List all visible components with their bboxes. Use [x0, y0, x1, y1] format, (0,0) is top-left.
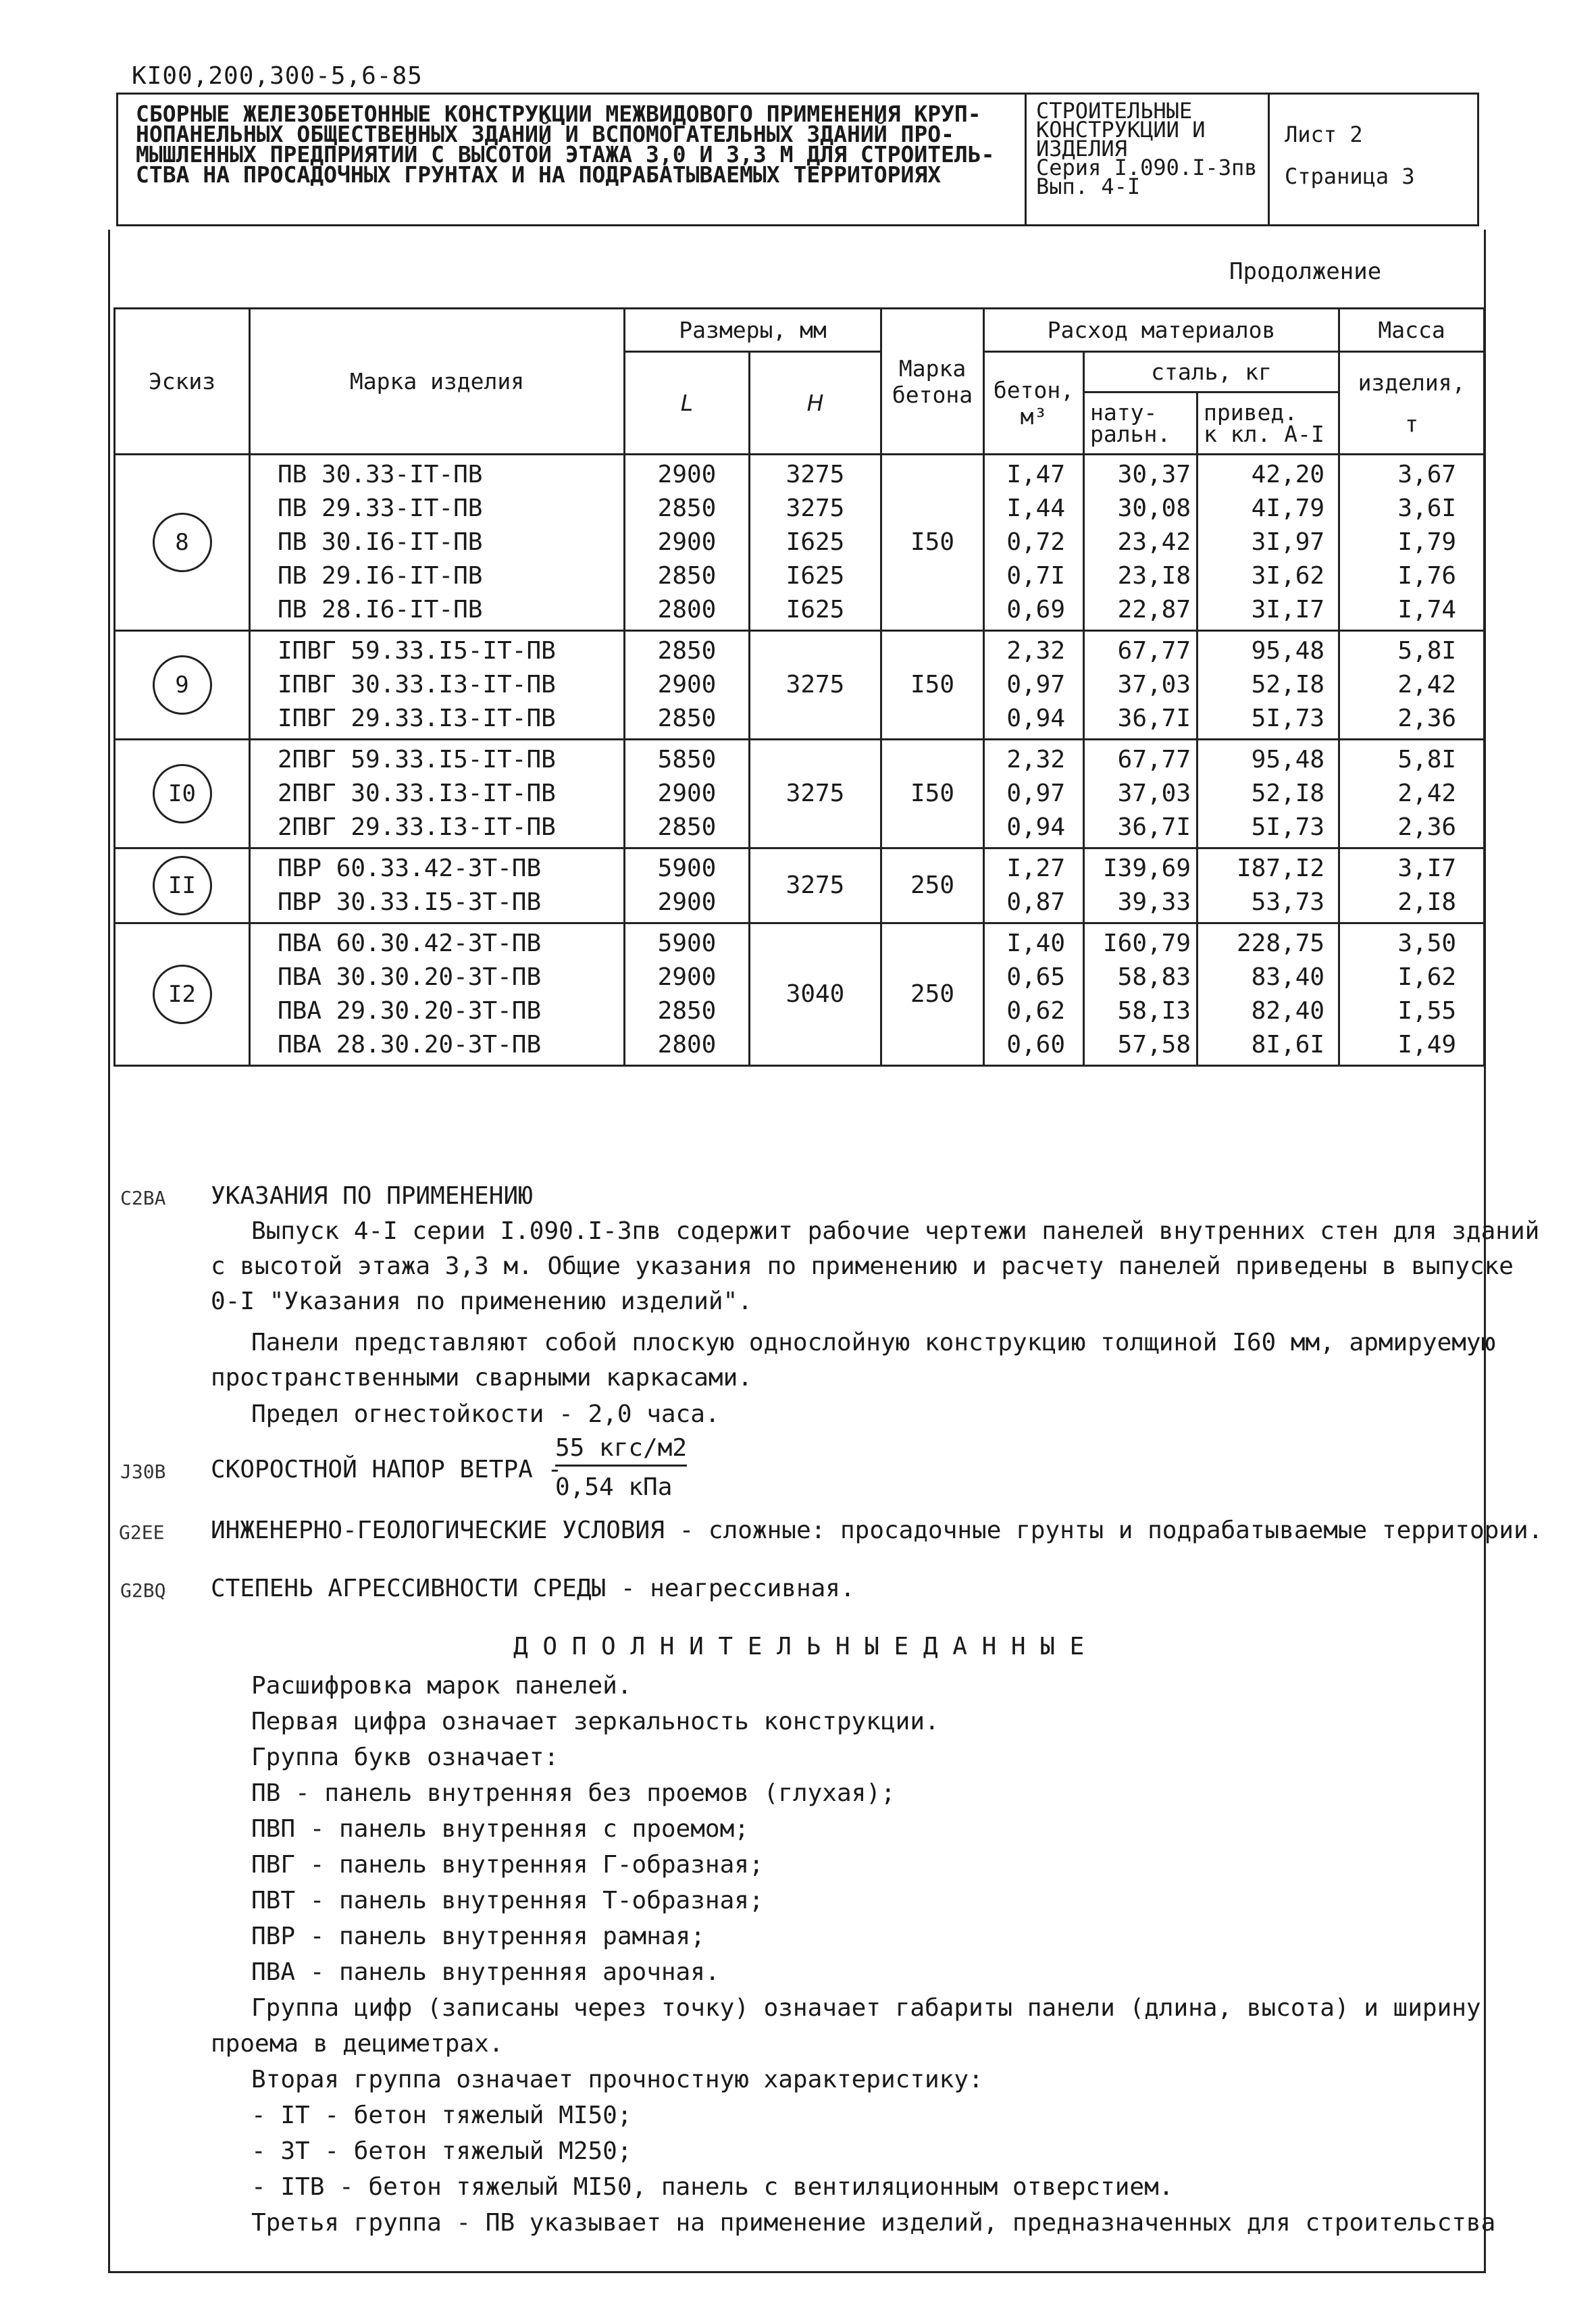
additional-line: - IT - бетон тяжелый МI50; [251, 2102, 632, 2129]
length-cell [625, 455, 750, 631]
products-table [113, 307, 1485, 1067]
mass-value: 3,67 [1397, 461, 1457, 488]
steel-natural-value: 30,08 [1117, 494, 1191, 522]
height-value: 3040 [786, 980, 845, 1008]
height-value: 3275 [786, 671, 845, 698]
steel-natural-value: 30,37 [1117, 461, 1191, 488]
length-value: 2850 [657, 705, 717, 732]
title-block [116, 93, 1479, 226]
margin-code: J30B [120, 1460, 166, 1483]
length-value: 2850 [657, 997, 717, 1025]
margin-code: C2BA [120, 1187, 166, 1209]
grade-cell [881, 848, 984, 923]
sketch-number: II [153, 856, 212, 915]
mass-value: I,49 [1397, 1031, 1457, 1059]
paragraph-line: пространственными сварными каркасами. [211, 1364, 752, 1392]
mark-value: ПВА 30.30.20-3T-ПВ [278, 963, 542, 991]
concrete-value: I,44 [1006, 494, 1066, 522]
additional-heading: Д О П О Л Н И Т Е Л Ь Н Ы Е Д А Н Н Ы Е [513, 1633, 1085, 1660]
additional-line: Третья группа - ПВ указывает на применение изделий, предназначенных для строительства [251, 2209, 1496, 2237]
concrete-value: I,47 [1006, 461, 1066, 488]
concrete-value: 0,65 [1006, 963, 1066, 991]
mass-value: 3,I7 [1397, 855, 1457, 882]
steel-natural-cell [1084, 740, 1198, 848]
length-value: 2900 [657, 888, 717, 916]
height-cell [750, 631, 881, 740]
steel-natural-value: I39,69 [1102, 855, 1191, 882]
col-sizes: Размеры, мм [625, 309, 881, 352]
table-group-row [115, 631, 1485, 740]
page-number: Страница 3 [1285, 163, 1415, 189]
steel-reduced-value: 228,75 [1237, 930, 1325, 957]
height-value: I625 [786, 562, 845, 590]
concrete-value: 0,69 [1006, 596, 1066, 624]
length-value: 2800 [657, 1031, 717, 1059]
length-value: 2900 [657, 528, 717, 556]
mass-cell [1339, 848, 1485, 923]
mass-cell [1339, 923, 1485, 1066]
sketch-number: I2 [153, 965, 212, 1024]
length-value: 5900 [657, 855, 717, 882]
steel-reduced-value: 42,20 [1251, 461, 1325, 488]
grade-cell [881, 455, 984, 631]
length-value: 2850 [657, 562, 717, 590]
margin-code: G2EE [119, 1521, 165, 1544]
steel-reduced-cell [1198, 923, 1339, 1066]
steel-natural-value: 39,33 [1117, 888, 1191, 916]
steel-natural-value: I60,79 [1102, 930, 1191, 957]
wind-label: СКОРОСТНОЙ НАПОР ВЕТРА - [211, 1456, 563, 1483]
mark-value: ПВА 60.30.42-3T-ПВ [278, 930, 542, 957]
mass-cell [1339, 631, 1485, 740]
mark-value: IПВГ 59.33.I5-IT-ПВ [278, 637, 556, 665]
concrete-value: 0,62 [1006, 997, 1066, 1025]
steel-reduced-value: 83,40 [1251, 963, 1325, 991]
length-value: 2900 [657, 963, 717, 991]
steel-natural-value: 67,77 [1117, 637, 1191, 665]
steel-reduced-cell [1198, 455, 1339, 631]
steel-reduced-value: 3I,62 [1251, 562, 1325, 590]
length-value: 2900 [657, 780, 717, 807]
mark-cell [250, 923, 625, 1066]
length-value: 5900 [657, 930, 717, 957]
concrete-value: 0,87 [1006, 888, 1066, 916]
steel-natural-value: 23,I8 [1117, 562, 1191, 590]
col-natural: нату- ральн. [1084, 392, 1198, 455]
table-group-row [115, 923, 1485, 1066]
concrete-cell [984, 455, 1084, 631]
mass-value: I,74 [1397, 596, 1457, 624]
title-line: СТВА НА ПРОСАДОЧНЫХ ГРУНТАХ И НА ПОДРАБАТЫВАЕМЫХ ТЕРРИТОРИЯХ [136, 161, 942, 188]
steel-natural-cell [1084, 923, 1198, 1066]
length-value: 2850 [657, 637, 717, 665]
concrete-value: I,40 [1006, 930, 1066, 957]
steel-reduced-value: I87,I2 [1237, 855, 1325, 882]
title-line: СБОРНЫЕ ЖЕЛЕЗОБЕТОННЫЕ КОНСТРУКЦИИ МЕЖВИДОВОГО ПРИМЕНЕНИЯ КРУП- [136, 101, 981, 127]
additional-line: Первая цифра означает зеркальность конструкции. [251, 1708, 939, 1735]
steel-natural-value: 58,I3 [1117, 997, 1191, 1025]
mass-value: 2,36 [1397, 705, 1457, 732]
steel-reduced-value: 53,73 [1251, 888, 1325, 916]
steel-reduced-value: 3I,97 [1251, 528, 1325, 556]
height-value: 3275 [786, 780, 845, 807]
additional-line: ПВА - панель внутренняя арочная. [251, 1958, 720, 1986]
mass-value: I,76 [1397, 562, 1457, 590]
additional-line: Группа букв означает: [251, 1744, 559, 1771]
mark-value: ПВ 30.33-IT-ПВ [278, 461, 483, 488]
continuation-label: Продолжение [1229, 258, 1382, 285]
concrete-value: 2,32 [1006, 746, 1066, 773]
steel-reduced-value: 8I,6I [1251, 1031, 1325, 1059]
concrete-value: 0,7I [1006, 562, 1066, 590]
col-concrete: бетон, м³ [984, 352, 1084, 455]
steel-reduced-value: 82,40 [1251, 997, 1325, 1025]
steel-reduced-value: 52,I8 [1251, 780, 1325, 807]
height-value: 3275 [786, 494, 845, 522]
mass-cell [1339, 455, 1485, 631]
steel-reduced-value: 4I,79 [1251, 494, 1325, 522]
steel-reduced-value: 95,48 [1251, 637, 1325, 665]
grade-cell [881, 740, 984, 848]
instructions-heading: УКАЗАНИЯ ПО ПРИМЕНЕНИЮ [211, 1182, 533, 1210]
concrete-grade: 250 [910, 871, 955, 899]
category-line: КОНСТРУКЦИИ И [1036, 117, 1206, 143]
additional-line: ПВ - панель внутренняя без проемов (глухая); [251, 1779, 896, 1807]
wind-kpa: 0,54 кПа [555, 1473, 673, 1501]
title-line: МЫШЛЕННЫХ ПРЕДПРИЯТИЙ С ВЫСОТОЙ ЭТАЖА 3,0 И 3,3 М ДЛЯ СТРОИТЕЛЬ- [136, 141, 995, 168]
steel-natural-value: 36,7I [1117, 705, 1191, 732]
mass-value: 2,36 [1397, 813, 1457, 841]
concrete-cell [984, 740, 1084, 848]
mass-value: 2,I8 [1397, 888, 1457, 916]
sheet-cell [1270, 95, 1481, 224]
sketch-cell [115, 740, 250, 848]
steel-reduced-cell [1198, 848, 1339, 923]
mark-value: ПВА 29.30.20-3T-ПВ [278, 997, 542, 1025]
sketch-cell [115, 455, 250, 631]
steel-natural-value: 36,7I [1117, 813, 1191, 841]
mass-value: I,55 [1397, 997, 1457, 1025]
steel-natural-cell [1084, 631, 1198, 740]
col-H: H [750, 352, 881, 455]
sketch-number: I0 [153, 764, 212, 823]
steel-natural-value: 23,42 [1117, 528, 1191, 556]
steel-natural-value: 37,03 [1117, 671, 1191, 698]
mark-cell [250, 848, 625, 923]
additional-line: - ITВ - бетон тяжелый МI50, панель с вентиляционным отверстием. [251, 2173, 1174, 2201]
steel-natural-value: 57,58 [1117, 1031, 1191, 1059]
concrete-cell [984, 848, 1084, 923]
col-steel: сталь, кг [1084, 352, 1339, 392]
additional-line: ПВР - панель внутренняя рамная; [251, 1923, 705, 1950]
length-value: 5850 [657, 746, 717, 773]
steel-reduced-value: 3I,I7 [1251, 596, 1325, 624]
concrete-cell [984, 631, 1084, 740]
mass-value: 5,8I [1397, 746, 1457, 773]
height-cell [750, 848, 881, 923]
steel-reduced-value: 95,48 [1251, 746, 1325, 773]
mass-value: 2,42 [1397, 671, 1457, 698]
steel-reduced-value: 5I,73 [1251, 813, 1325, 841]
mass-value: I,62 [1397, 963, 1457, 991]
fire-resistance: Предел огнестойкости - 2,0 часа. [251, 1400, 720, 1428]
steel-reduced-cell [1198, 740, 1339, 848]
concrete-value: 0,94 [1006, 705, 1066, 732]
mass-value: 2,42 [1397, 780, 1457, 807]
additional-line: Расшифровка марок панелей. [251, 1672, 632, 1700]
margin-code: G2BQ [120, 1579, 166, 1602]
concrete-grade: I50 [910, 780, 955, 807]
additional-line: проема в дециметрах. [211, 2030, 504, 2058]
height-value: 3275 [786, 461, 845, 488]
issue-number: Вып. 4-I [1036, 174, 1141, 199]
steel-natural-value: 67,77 [1117, 746, 1191, 773]
mark-value: IПВГ 29.33.I3-IT-ПВ [278, 705, 556, 732]
table-group-row [115, 455, 1485, 631]
height-value: I625 [786, 596, 845, 624]
mark-value: ПВ 30.I6-IT-ПВ [278, 528, 483, 556]
additional-line: ПВГ - панель внутренняя Г-образная; [251, 1851, 764, 1879]
steel-natural-cell [1084, 455, 1198, 631]
length-value: 2850 [657, 813, 717, 841]
paragraph-line: с высотой этажа 3,3 м. Общие указания по применению и расчету панелей приведены в выпуске [211, 1252, 1514, 1280]
paragraph-line: Выпуск 4-I серии I.090.I-3пв содержит рабочие чертежи панелей внутренних стен для зданий [251, 1217, 1540, 1245]
grade-cell [881, 631, 984, 740]
concrete-grade: I50 [910, 671, 955, 698]
category-cell [1027, 95, 1270, 224]
paragraph-line: Панели представляют собой плоскую однослойную конструкцию толщиной I60 мм, армируемую [251, 1329, 1496, 1356]
mark-cell [250, 740, 625, 848]
length-cell [625, 740, 750, 848]
concrete-value: I,27 [1006, 855, 1066, 882]
height-cell [750, 740, 881, 848]
sketch-number: 9 [153, 655, 212, 715]
additional-line: ПВП - панель внутренняя с проемом; [251, 1815, 749, 1843]
steel-natural-value: 58,83 [1117, 963, 1191, 991]
mass-value: 3,50 [1397, 930, 1457, 957]
concrete-value: 0,97 [1006, 780, 1066, 807]
mark-value: 2ПВГ 59.33.I5-IT-ПВ [278, 746, 556, 773]
steel-reduced-value: 5I,73 [1251, 705, 1325, 732]
aggressiveness: СТЕПЕНЬ АГРЕССИВНОСТИ СРЕДЫ - неагрессивная. [211, 1575, 855, 1602]
col-mass-unit: изделия, т [1339, 352, 1485, 455]
mark-value: 2ПВГ 30.33.I3-IT-ПВ [278, 780, 556, 807]
geology: ИНЖЕНЕРНО-ГЕОЛОГИЧЕСКИЕ УСЛОВИЯ - сложные: просадочные грунты и подрабатываемые территории. [211, 1517, 1543, 1544]
col-reduced: привед. к кл. А-I [1198, 392, 1339, 455]
additional-line: Вторая группа означает прочностную характеристику: [251, 2066, 983, 2093]
concrete-value: 0,94 [1006, 813, 1066, 841]
concrete-cell [984, 923, 1084, 1066]
height-cell [750, 923, 881, 1066]
series-number: Серия I.090.I-3пв [1036, 155, 1258, 180]
grade-cell [881, 923, 984, 1066]
table-group-row [115, 740, 1485, 848]
height-value: I625 [786, 528, 845, 556]
additional-line: - 3T - бетон тяжелый М250; [251, 2137, 632, 2165]
col-grade: Марка бетона [881, 309, 984, 455]
steel-natural-cell [1084, 848, 1198, 923]
mark-value: ПВА 28.30.20-3T-ПВ [278, 1031, 542, 1059]
steel-natural-value: 22,87 [1117, 596, 1191, 624]
length-cell [625, 923, 750, 1066]
additional-line: ПВТ - панель внутренняя Т-образная; [251, 1887, 764, 1914]
steel-reduced-value: 52,I8 [1251, 671, 1325, 698]
col-mark: Марка изделия [250, 309, 625, 455]
sheet-number: Лист 2 [1285, 122, 1363, 147]
height-value: 3275 [786, 871, 845, 899]
title-line: НОПАНЕЛЬНЫХ ОБЩЕСТВЕННЫХ ЗДАНИЙ И ВСПОМОГАТЕЛЬНЫХ ЗДАНИЙ ПРО- [136, 121, 954, 147]
table-group-row [115, 848, 1485, 923]
sketch-number: 8 [153, 513, 212, 572]
col-L: L [625, 352, 750, 455]
mark-value: ПВ 29.33-IT-ПВ [278, 494, 483, 522]
concrete-grade: I50 [910, 528, 955, 556]
length-cell [625, 631, 750, 740]
length-value: 2850 [657, 494, 717, 522]
sketch-cell [115, 631, 250, 740]
concrete-value: 0,60 [1006, 1031, 1066, 1059]
steel-natural-value: 37,03 [1117, 780, 1191, 807]
paragraph-line: 0-I "Указания по применению изделий". [211, 1288, 752, 1315]
col-consumption: Расход материалов [984, 309, 1339, 352]
mass-cell [1339, 740, 1485, 848]
col-mass: Масса [1339, 309, 1485, 352]
steel-reduced-cell [1198, 631, 1339, 740]
mark-value: ПВР 60.33.42-3T-ПВ [278, 855, 542, 882]
mark-value: ПВР 30.33.I5-3T-ПВ [278, 888, 542, 916]
length-value: 2800 [657, 596, 717, 624]
concrete-grade: 250 [910, 980, 955, 1008]
mark-value: 2ПВГ 29.33.I3-IT-ПВ [278, 813, 556, 841]
mark-cell [250, 631, 625, 740]
sketch-cell [115, 923, 250, 1066]
document-code: КI00,200,300-5,6-85 [132, 62, 423, 90]
sketch-cell [115, 848, 250, 923]
mark-cell [250, 455, 625, 631]
series-title [118, 95, 1027, 224]
wind-kgs: 55 кгс/м2 [555, 1432, 687, 1467]
category-line: СТРОИТЕЛЬНЫЕ [1036, 98, 1193, 124]
length-value: 2900 [657, 671, 717, 698]
concrete-value: 2,32 [1006, 637, 1066, 665]
height-cell [750, 455, 881, 631]
additional-line: Группа цифр (записаны через точку) означает габариты панели (длина, высота) и ширину [251, 1994, 1481, 2022]
mark-value: ПВ 29.I6-IT-ПВ [278, 562, 483, 590]
mass-value: 3,6I [1397, 494, 1457, 522]
concrete-value: 0,72 [1006, 528, 1066, 556]
category-line: ИЗДЕЛИЯ [1036, 136, 1127, 161]
mass-value: 5,8I [1397, 637, 1457, 665]
length-value: 2900 [657, 461, 717, 488]
col-sketch: Эскиз [115, 309, 250, 455]
mass-value: I,79 [1397, 528, 1457, 556]
mark-value: ПВ 28.I6-IT-ПВ [278, 596, 483, 624]
length-cell [625, 848, 750, 923]
concrete-value: 0,97 [1006, 671, 1066, 698]
mark-value: IПВГ 30.33.I3-IT-ПВ [278, 671, 556, 698]
